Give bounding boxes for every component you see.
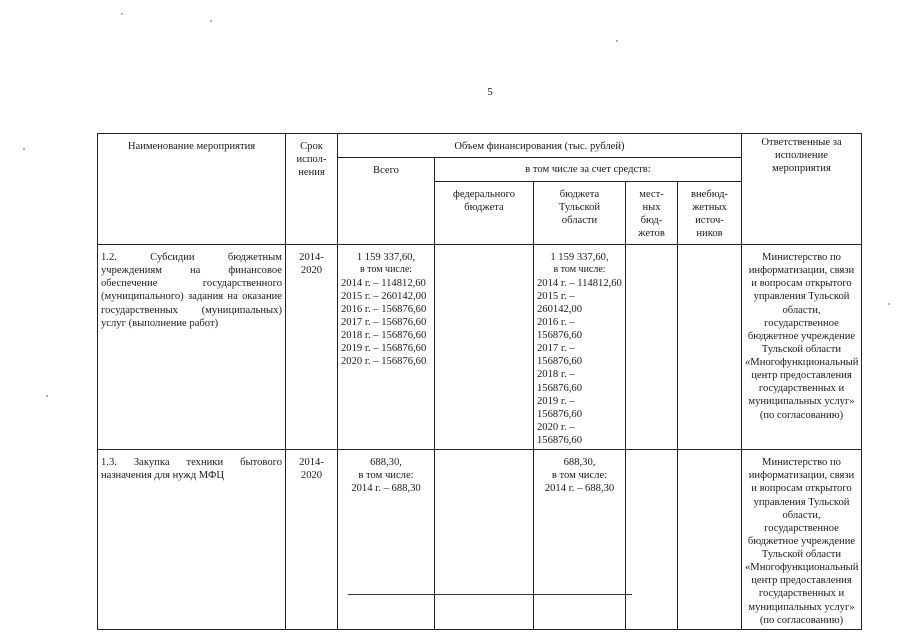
financing-table [97,133,862,630]
row-term: 2014- 2020 [286,245,338,450]
row-regional [534,450,626,630]
row-regional-years: 2014 г. – 688,30 [544,483,615,495]
header-total: Всего [338,158,435,245]
scan-speck [888,303,890,305]
header-regional: бюджета Тульской области [534,182,626,245]
table-row [98,245,862,450]
row-local [626,450,678,630]
table-row [98,450,862,630]
header-funding: Объем финансирования (тыс. рублей) [338,134,742,158]
header-term: Срок испол- нения [286,134,338,245]
row-name: 1.2. Субсидии бюджетным учреждениям на финансовое обеспечение государственного (муниципального) задания на оказание государственных (муниципальных) услуг (выполнение работ) [98,245,286,450]
row-name: 1.3. Закупка техники бытового назначения для нужд МФЦ [98,450,286,630]
header-including: в том числе за счет средств: [435,158,742,182]
row-regional-label: в том числе: [551,470,608,482]
row-term: 2014- 2020 [286,450,338,630]
header-name: Наименование мероприятия [98,134,286,245]
row-regional [534,245,626,450]
scan-speck [121,13,123,15]
row-federal [435,245,534,450]
row-regional-amount: 1 159 337,60, [550,252,609,263]
row-total-label: в том числе: [358,470,414,482]
header-local: мест- ных бюд- жетов [626,182,678,245]
scan-speck [210,20,212,22]
row-extrabudget [678,450,742,630]
header-responsible: Ответственные за исполнение мероприятия [742,134,862,245]
row-local [626,245,678,450]
footer-divider [348,594,632,595]
row-total [338,450,435,630]
row-total-amount: 688,30, [370,457,402,469]
row-total-amount: 1 159 337,60, [356,252,416,263]
scan-speck [23,148,25,150]
page-number: 5 [487,86,493,98]
row-regional-label: в том числе: [553,264,606,276]
row-regional-amount: 688,30, [563,457,596,469]
row-responsible: Министерство по информатизации, связи и вопросам открытого управления Тульской области, государственное бюджетное учреждение Тульской области «Многофункциональный центр предоставления государственных и муниципальных услуг» (по согласованию) [742,450,862,630]
row-total-label: в том числе: [359,264,413,276]
scan-speck [616,40,618,42]
scan-speck [46,395,48,397]
row-total-years: 2014 г. – 114812,60 2015 г. – 260142,00 2016 г. – 156876,60 2017 г. – 156876,60 2018 г. – 156876,60 2019 г. – 156876,60 2020 г. – 156876,60 [341,277,427,368]
row-regional-years: 2014 г. – 114812,60 2015 г. – 260142,00 2016 г. – 156876,60 2017 г. – 156876,60 2018 г. – 156876,60 2019 г. – 156876,60 2020 г. – 156876,60 [537,277,622,447]
row-federal [435,450,534,630]
header-federal: федерального бюджета [435,182,534,245]
row-responsible: Министерство по информатизации, связи и вопросам открытого управления Тульской области, государственное бюджетное учреждение Тульской области «Многофункциональный центр предоставления государственных и муниципальных услуг» (по согласованию) [742,245,862,450]
header-extrabudget: внебюд- жетных источ- ников [678,182,742,245]
row-total [338,245,435,450]
row-extrabudget [678,245,742,450]
row-total-years: 2014 г. – 688,30 [351,483,421,495]
